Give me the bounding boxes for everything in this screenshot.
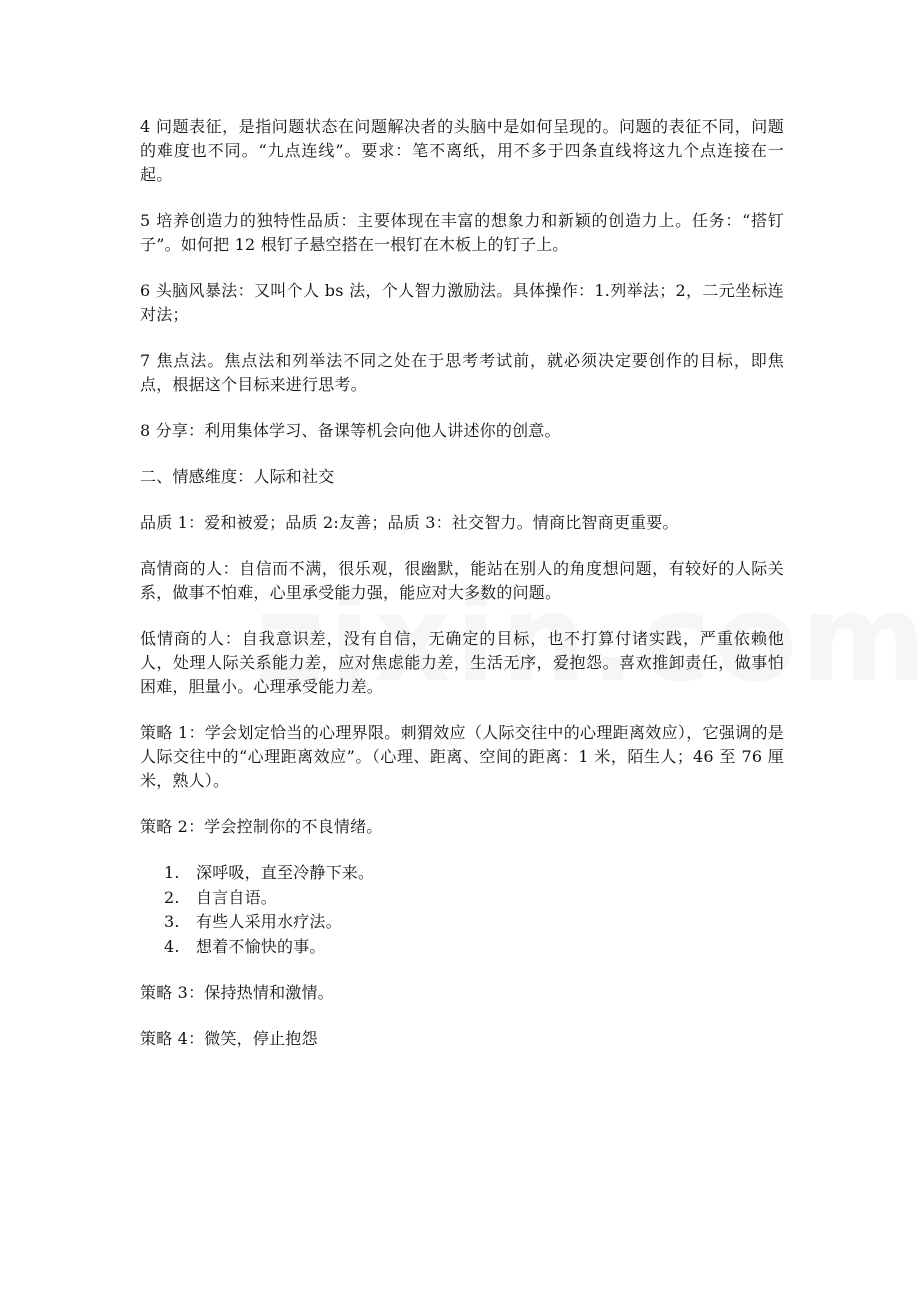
list-item — [140, 910, 784, 935]
section-heading-emotion: 二、情感维度：人际和社交 — [140, 467, 335, 486]
paragraph-low-eq: 低情商的人：自我意识差，没有自信，无确定的目标，也不打算付诸实践，严重依赖他人，处理人际关系能力差，应对焦虑能力差，生活无序，爱抱怨。喜欢推卸责任，做事怕困难，胆量小。心理承受能力差。 — [140, 629, 784, 696]
paragraph-strategy-3: 策略 3：保持热情和激情。 — [140, 983, 334, 1002]
list-item-number: 2. — [164, 887, 180, 907]
paragraph-strategy-1: 策略 1：学会划定恰当的心理界限。刺猬效应（人际交往中的心理距离效应），它强调的是人际交往中的“心理距离效应”。（心理、距离、空间的距离：1 米，陌生人；46 至 76 厘米，熟人）。 — [140, 723, 784, 790]
list-item-number: 1. — [164, 863, 180, 882]
list-item-text: 想着不愉快的事。 — [196, 936, 326, 956]
list-item-text: 自言自语。 — [196, 887, 278, 907]
paragraph-creativity-quality: 5 培养创造力的独特性品质：主要体现在丰富的想象力和新颖的创造力上。任务：“搭钉子”。如何把 12 根钉子悬空搭在一根钉在木板上的钉子上。 — [140, 211, 784, 254]
paragraph-high-eq: 高情商的人：自信而不满，很乐观，很幽默，能站在别人的角度想问题，有较好的人际关系，做事不怕难，心里承受能力强，能应对大多数的问题。 — [140, 559, 784, 602]
list-item — [140, 886, 784, 911]
paragraph-strategy-2: 策略 2：学会控制你的不良情绪。 — [140, 817, 383, 836]
list-item-text: 有些人采用水疗法。 — [196, 912, 342, 931]
document-body — [140, 115, 784, 1073]
paragraph-problem-representation: 4 问题表征，是指问题状态在问题解决者的头脑中是如何呈现的。问题的表征不同，问题的难度也不同。“九点连线”。要求：笔不离纸，用不多于四条直线将这九个点连接在一起。 — [140, 117, 784, 184]
paragraph-brainstorming: 6 头脑风暴法：又叫个人 bs 法，个人智力激励法。具体操作：1.列举法；2，二元坐标连对法； — [140, 281, 784, 324]
paragraph-strategy-4: 策略 4：微笑，停止抱怨 — [140, 1029, 318, 1048]
numbered-list — [140, 861, 784, 959]
list-item-text: 深呼吸，直至冷静下来。 — [196, 863, 375, 882]
paragraph-focus-method: 7 焦点法。焦点法和列举法不同之处在于思考考试前，就必须决定要创作的目标，即焦点，根据这个目标来进行思考。 — [140, 351, 784, 394]
paragraph-qualities: 品质 1：爱和被爱；品质 2:友善；品质 3：社交智力。情商比智商更重要。 — [140, 513, 679, 532]
paragraph-sharing: 8 分享：利用集体学习、备课等机会向他人讲述你的创意。 — [140, 421, 561, 440]
list-item-number: 4. — [164, 936, 180, 956]
list-item — [140, 935, 784, 960]
list-item — [140, 861, 784, 886]
list-item-number: 3. — [164, 912, 180, 931]
